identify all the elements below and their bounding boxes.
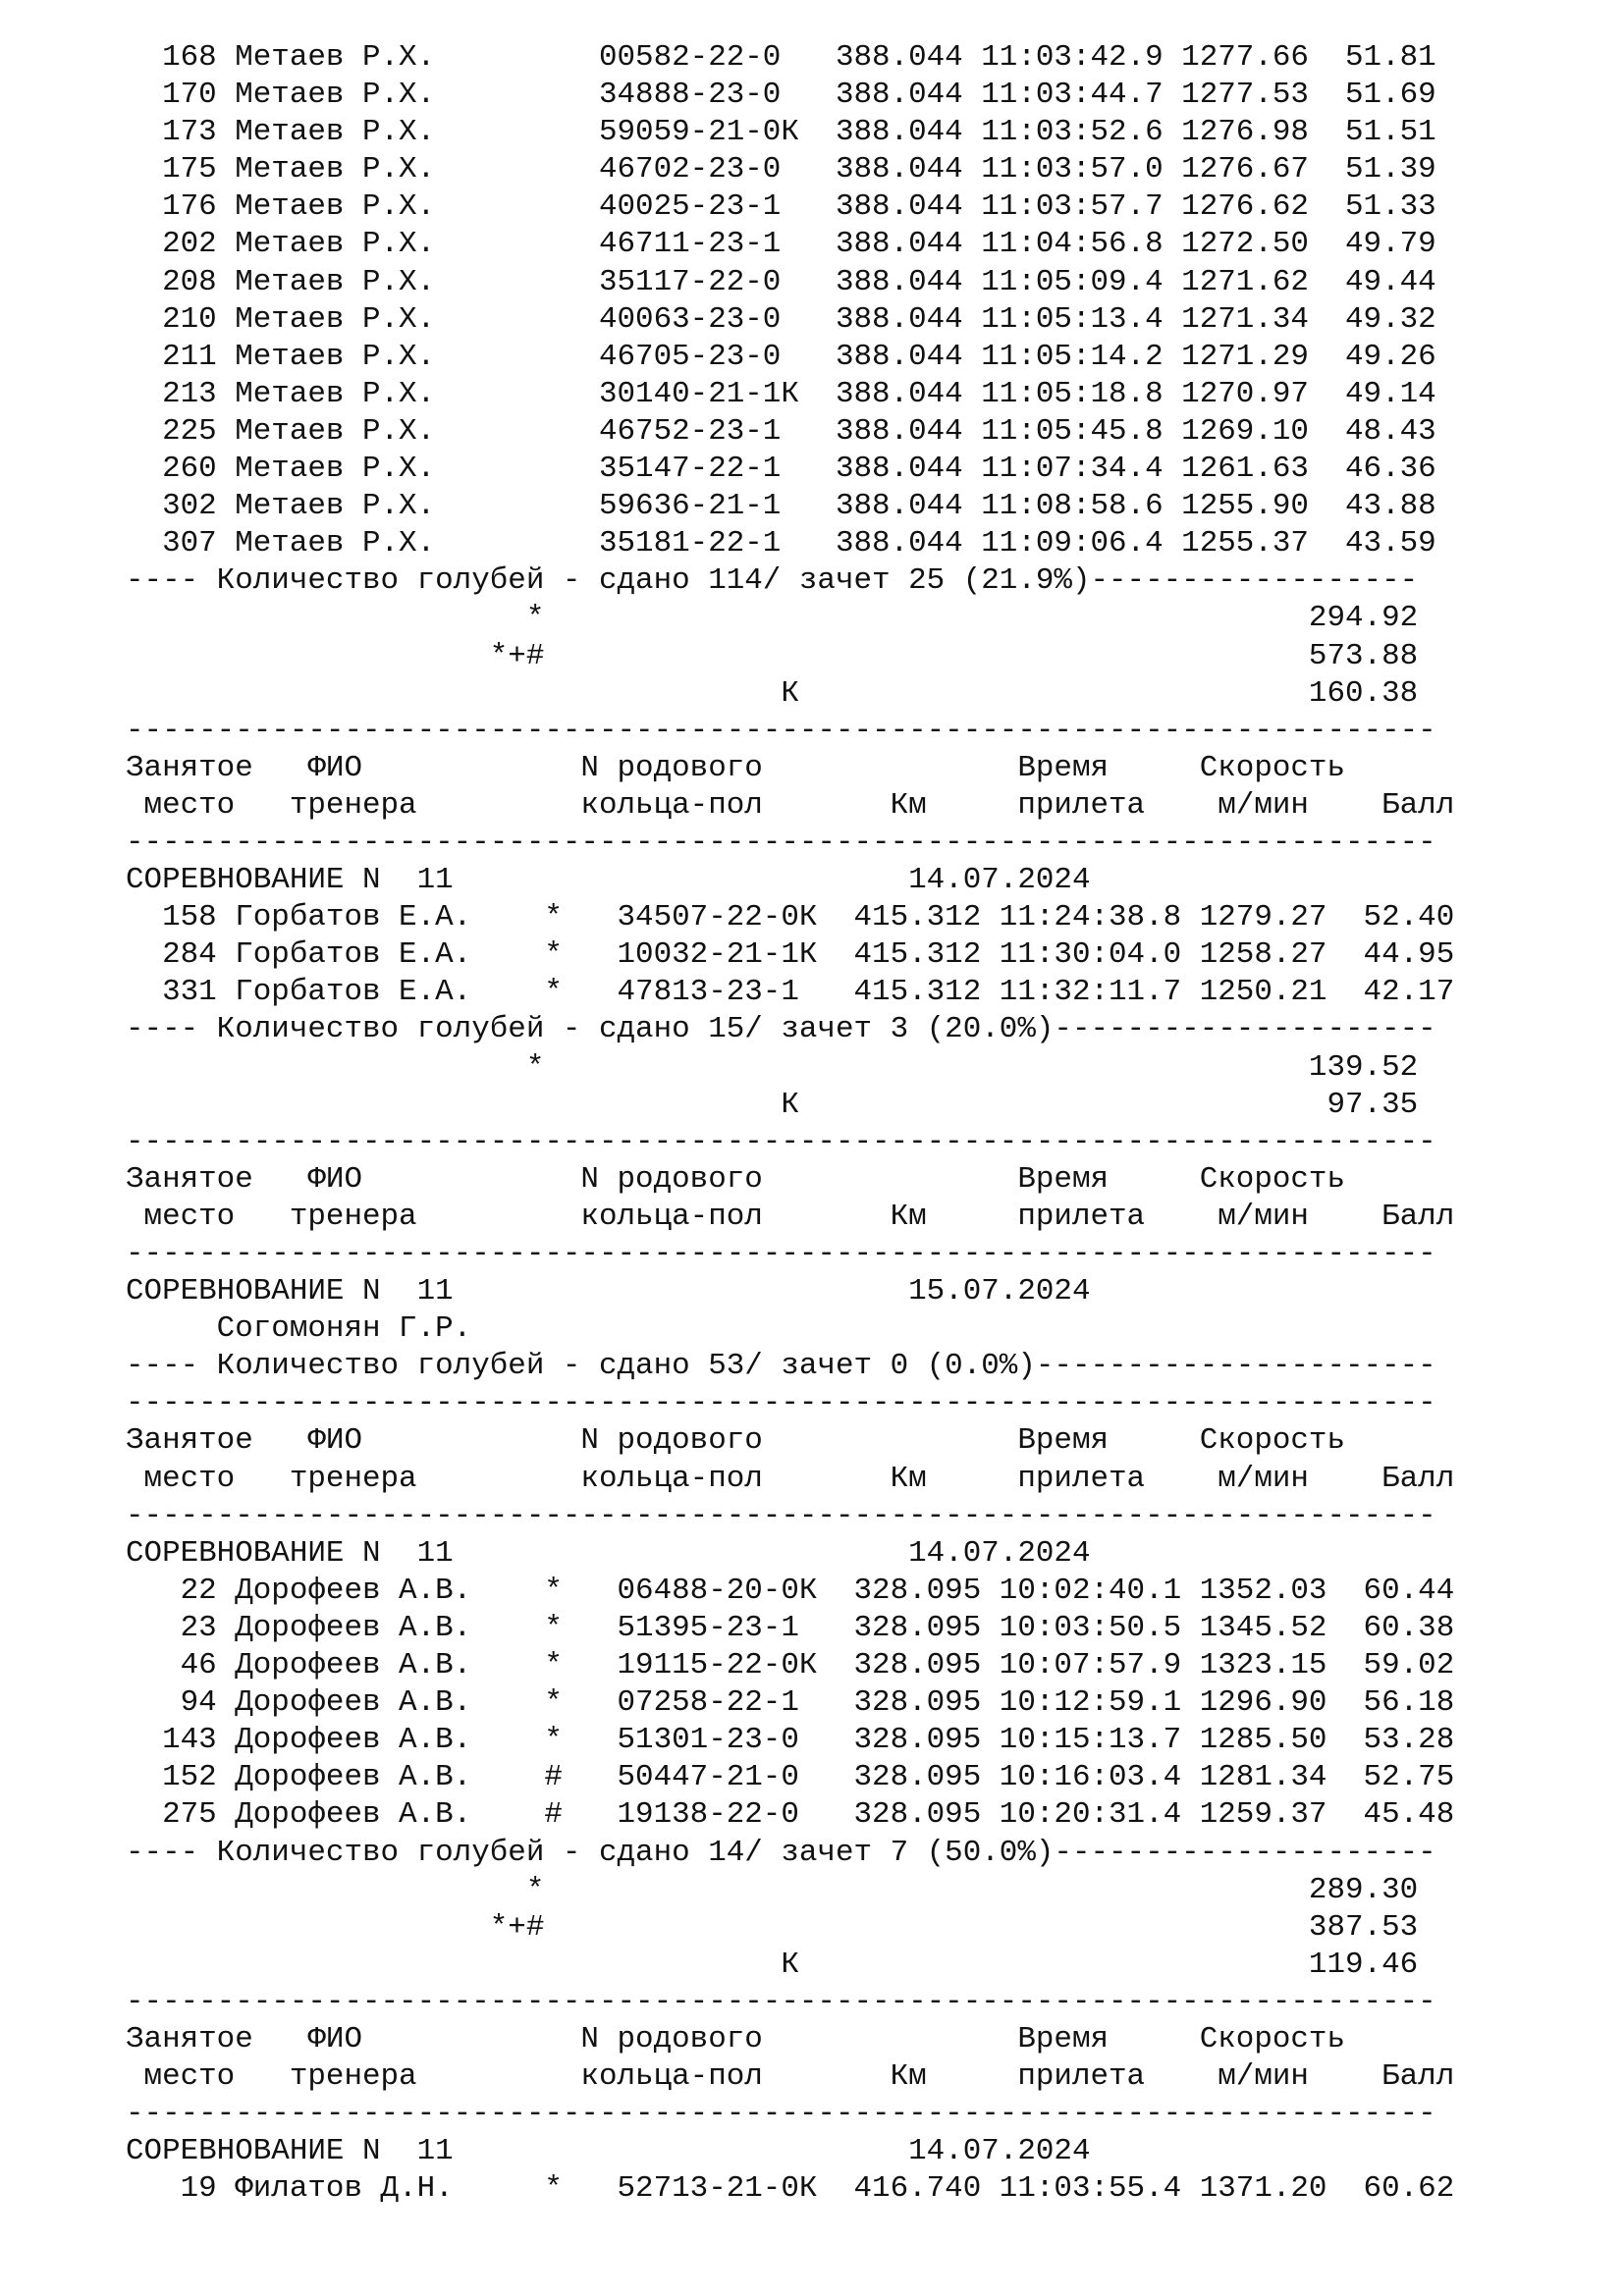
result-row: 202 Метаев Р.Х. 46711-23-1 388.044 11:04:56.8 1272.50 49.79 <box>126 227 1436 262</box>
result-row: 170 Метаев Р.Х. 34888-23-0 388.044 11:03:44.7 1277.53 51.69 <box>126 78 1436 113</box>
result-row: 152 Дорофеев А.В. # 50447-21-0 328.095 10:16:03.4 1281.34 52.75 <box>126 1760 1455 1795</box>
summary-line: ---- Количество голубей - сдано 114/ зачет 25 (21.9%)------------------ <box>126 563 1419 599</box>
column-header: Занятое ФИО N родового Время Скорость <box>126 1161 1346 1197</box>
separator-line: ------------------------------------------------------------------------ <box>126 1984 1436 2019</box>
summary-line: ---- Количество голубей - сдано 53/ зачет 0 (0.0%)---------------------- <box>126 1349 1436 1384</box>
result-row: 46 Дорофеев А.В. * 19115-22-0К 328.095 10:07:57.9 1323.15 59.02 <box>126 1648 1455 1683</box>
column-header: Занятое ФИО N родового Время Скорость <box>126 1423 1346 1459</box>
participant-name: Согомонян Г.Р. <box>126 1311 472 1347</box>
result-row: 211 Метаев Р.Х. 46705-23-0 388.044 11:05:14.2 1271.29 49.26 <box>126 339 1436 374</box>
result-row: 94 Дорофеев А.В. * 07258-22-1 328.095 10:12:59.1 1296.90 56.18 <box>126 1685 1455 1721</box>
result-row: 143 Дорофеев А.В. * 51301-23-0 328.095 10:15:13.7 1285.50 53.28 <box>126 1723 1455 1758</box>
separator-line: ------------------------------------------------------------------------ <box>126 713 1436 748</box>
competition-header: СОРЕВНОВАНИЕ N 11 14.07.2024 <box>126 863 1091 898</box>
result-row: 19 Филатов Д.Н. * 52713-21-0К 416.740 11:03:55.4 1371.20 60.62 <box>126 2171 1455 2207</box>
total-line: К 97.35 <box>126 1087 1419 1122</box>
result-row: 173 Метаев Р.Х. 59059-21-0К 388.044 11:03:52.6 1276.98 51.51 <box>126 115 1436 150</box>
column-header: место тренера кольца-пол Км прилета м/мин Балл <box>126 2059 1455 2095</box>
column-header: Занятое ФИО N родового Время Скорость <box>126 750 1346 785</box>
result-row: 331 Горбатов Е.А. * 47813-23-1 415.312 11:32:11.7 1250.21 42.17 <box>126 975 1455 1010</box>
result-row: 158 Горбатов Е.А. * 34507-22-0К 415.312 11:24:38.8 1279.27 52.40 <box>126 900 1455 935</box>
result-row: 23 Дорофеев А.В. * 51395-23-1 328.095 10:03:50.5 1345.52 60.38 <box>126 1610 1455 1645</box>
separator-line: ------------------------------------------------------------------------ <box>126 825 1436 860</box>
separator-line: ------------------------------------------------------------------------ <box>126 1237 1436 1271</box>
result-row: 284 Горбатов Е.А. * 10032-21-1К 415.312 11:30:04.0 1258.27 44.95 <box>126 937 1455 973</box>
total-line: * 139.52 <box>126 1049 1419 1085</box>
total-line: *+# 387.53 <box>126 1909 1419 1945</box>
result-row: 22 Дорофеев А.В. * 06488-20-0К 328.095 10:02:40.1 1352.03 60.44 <box>126 1573 1455 1608</box>
total-line: К 119.46 <box>126 1947 1419 1982</box>
result-row: 260 Метаев Р.Х. 35147-22-1 388.044 11:07:34.4 1261.63 46.36 <box>126 452 1436 487</box>
summary-line: ---- Количество голубей - сдано 15/ зачет 3 (20.0%)--------------------- <box>126 1012 1436 1047</box>
column-header: Занятое ФИО N родового Время Скорость <box>126 2021 1346 2056</box>
column-header: место тренера кольца-пол Км прилета м/мин Балл <box>126 1461 1455 1496</box>
result-row: 213 Метаев Р.Х. 30140-21-1К 388.044 11:05:18.8 1270.97 49.14 <box>126 376 1436 411</box>
result-row: 176 Метаев Р.Х. 40025-23-1 388.044 11:03:57.7 1276.62 51.33 <box>126 189 1436 225</box>
result-row: 208 Метаев Р.Х. 35117-22-0 388.044 11:05:09.4 1271.62 49.44 <box>126 264 1436 299</box>
total-line: *+# 573.88 <box>126 638 1419 673</box>
result-row: 175 Метаев Р.Х. 46702-23-0 388.044 11:03:57.0 1276.67 51.39 <box>126 152 1436 187</box>
total-line: * 294.92 <box>126 601 1419 636</box>
result-row: 225 Метаев Р.Х. 46752-23-1 388.044 11:05:45.8 1269.10 48.43 <box>126 413 1436 449</box>
separator-line: ------------------------------------------------------------------------ <box>126 1386 1436 1421</box>
result-row: 210 Метаев Р.Х. 40063-23-0 388.044 11:05:13.4 1271.34 49.32 <box>126 301 1436 337</box>
result-row: 168 Метаев Р.Х. 00582-22-0 388.044 11:03:42.9 1277.66 51.81 <box>126 40 1436 75</box>
result-row: 307 Метаев Р.Х. 35181-22-1 388.044 11:09:06.4 1255.37 43.59 <box>126 526 1436 561</box>
competition-header: СОРЕВНОВАНИЕ N 11 14.07.2024 <box>126 2134 1091 2169</box>
separator-line: ------------------------------------------------------------------------ <box>126 1124 1436 1159</box>
competition-header: СОРЕВНОВАНИЕ N 11 15.07.2024 <box>126 1274 1091 1309</box>
result-row: 275 Дорофеев А.В. # 19138-22-0 328.095 10:20:31.4 1259.37 45.48 <box>126 1797 1455 1833</box>
separator-line: ------------------------------------------------------------------------ <box>126 2097 1436 2132</box>
summary-line: ---- Количество голубей - сдано 14/ зачет 7 (50.0%)--------------------- <box>126 1835 1436 1870</box>
competition-header: СОРЕВНОВАНИЕ N 11 14.07.2024 <box>126 1535 1091 1571</box>
column-header: место тренера кольца-пол Км прилета м/мин Балл <box>126 787 1455 823</box>
result-row: 302 Метаев Р.Х. 59636-21-1 388.044 11:08:58.6 1255.90 43.88 <box>126 489 1436 524</box>
total-line: К 160.38 <box>126 675 1419 711</box>
total-line: * 289.30 <box>126 1872 1419 1907</box>
separator-line: ------------------------------------------------------------------------ <box>126 1498 1436 1533</box>
column-header: место тренера кольца-пол Км прилета м/мин Балл <box>126 1199 1455 1234</box>
results-sheet <box>126 39 1454 2208</box>
